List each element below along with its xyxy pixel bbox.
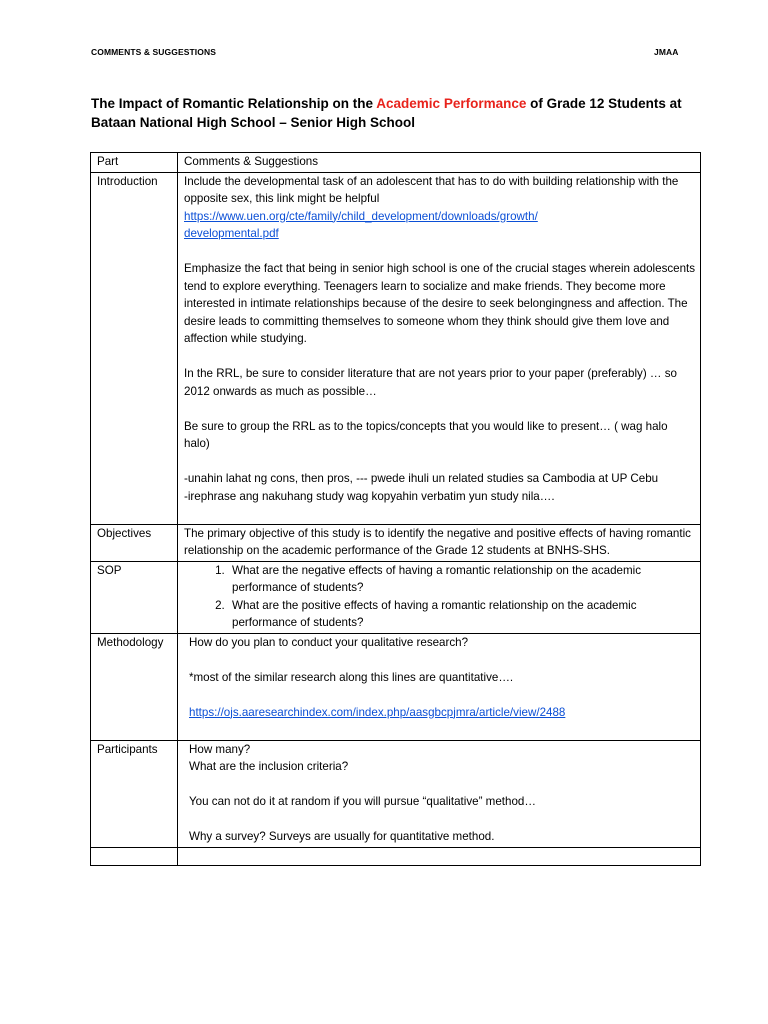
header-part: Part	[91, 153, 178, 173]
intro-link-line2[interactable]: developmental.pdf	[184, 227, 279, 240]
methodology-note: *most of the similar research along this lines are quantitative….	[189, 670, 514, 684]
participants-line2: What are the inclusion criteria?	[189, 760, 349, 773]
intro-p3: In the RRL, be sure to consider literature that are not years prior to your paper (preferably) … so 2012 onwards as much as possible…	[184, 367, 677, 398]
label-participants: Participants	[91, 740, 178, 847]
methodology-link[interactable]: https://ojs.aaresearchindex.com/index.php/aasgbcpjmra/article/view/2488	[189, 705, 566, 719]
label-objectives: Objectives	[91, 524, 178, 561]
row-introduction	[91, 172, 701, 524]
table-header-row	[91, 153, 701, 173]
header-left: COMMENTS & SUGGESTIONS	[91, 47, 216, 57]
intro-p5b: -irephrase ang nakuhang study wag kopyahin verbatim yun study nila….	[184, 489, 555, 503]
title-highlight: Academic Performance	[376, 96, 527, 111]
sop-item: 1. What are the negative effects of having a romantic relationship on the academic performance of students?	[228, 562, 696, 597]
objectives-text: The primary objective of this study is to identify the negative and positive effects of having romantic relationship on the academic performance of the Grade 12 students at BNHS-SHS.	[178, 524, 701, 561]
label-introduction: Introduction	[91, 172, 178, 524]
cell-methodology	[178, 633, 701, 740]
header-comments: Comments & Suggestions	[178, 153, 701, 173]
row-empty	[91, 847, 701, 865]
intro-p5a: -unahin lahat ng cons, then pros, --- pwede ihuli un related studies sa Cambodia at UP Cebu	[184, 472, 659, 485]
title-part2: of Grade 12 Students at Bataan National High School – Senior High School	[91, 96, 682, 130]
participants-line1: How many?	[189, 742, 251, 756]
label-methodology: Methodology	[91, 633, 178, 740]
sop-list	[184, 562, 696, 632]
participants-line4: Why a survey? Surveys are usually for quantitative method.	[189, 830, 495, 843]
row-participants	[91, 740, 701, 847]
participants-line3: You can not do it at random if you will pursue “qualitative” method…	[189, 795, 536, 808]
cell-participants	[178, 740, 701, 847]
intro-p2: Emphasize the fact that being in senior high school is one of the crucial stages wherein adolescents tend to explore everything. Teenagers learn to socialize and make friends. They become more interested in intimate relationships because of the desire to seek belongingness and affection. The desire leads to committing themselves to someone whom they think should give them love and affection while studying.	[184, 262, 696, 345]
intro-link-line1[interactable]: https://www.uen.org/cte/family/child_development/downloads/growth/	[184, 209, 538, 223]
title-part1: The Impact of Romantic Relationship on the	[91, 96, 377, 111]
methodology-question: How do you plan to conduct your qualitative research?	[189, 635, 469, 649]
label-sop: SOP	[91, 561, 178, 633]
intro-p1: Include the developmental task of an adolescent that has to do with building relationship with the opposite sex, this link might be helpful	[184, 174, 679, 205]
header-right: JMAA	[654, 47, 679, 57]
cell-sop	[178, 561, 701, 633]
intro-link-block	[184, 208, 696, 243]
empty-cell-comments	[178, 847, 701, 865]
empty-cell-part	[91, 847, 178, 865]
intro-p4: Be sure to group the RRL as to the topics/concepts that you would like to present… ( wag halo halo)	[184, 419, 668, 450]
cell-introduction	[178, 172, 701, 524]
row-methodology	[91, 633, 701, 740]
document-title	[91, 94, 691, 132]
methodology-link-block	[184, 704, 696, 722]
sop-item: 2. What are the positive effects of having a romantic relationship on the academic performance of students?	[228, 597, 696, 632]
comments-table	[90, 152, 701, 866]
row-sop	[91, 561, 701, 633]
row-objectives	[91, 524, 701, 561]
